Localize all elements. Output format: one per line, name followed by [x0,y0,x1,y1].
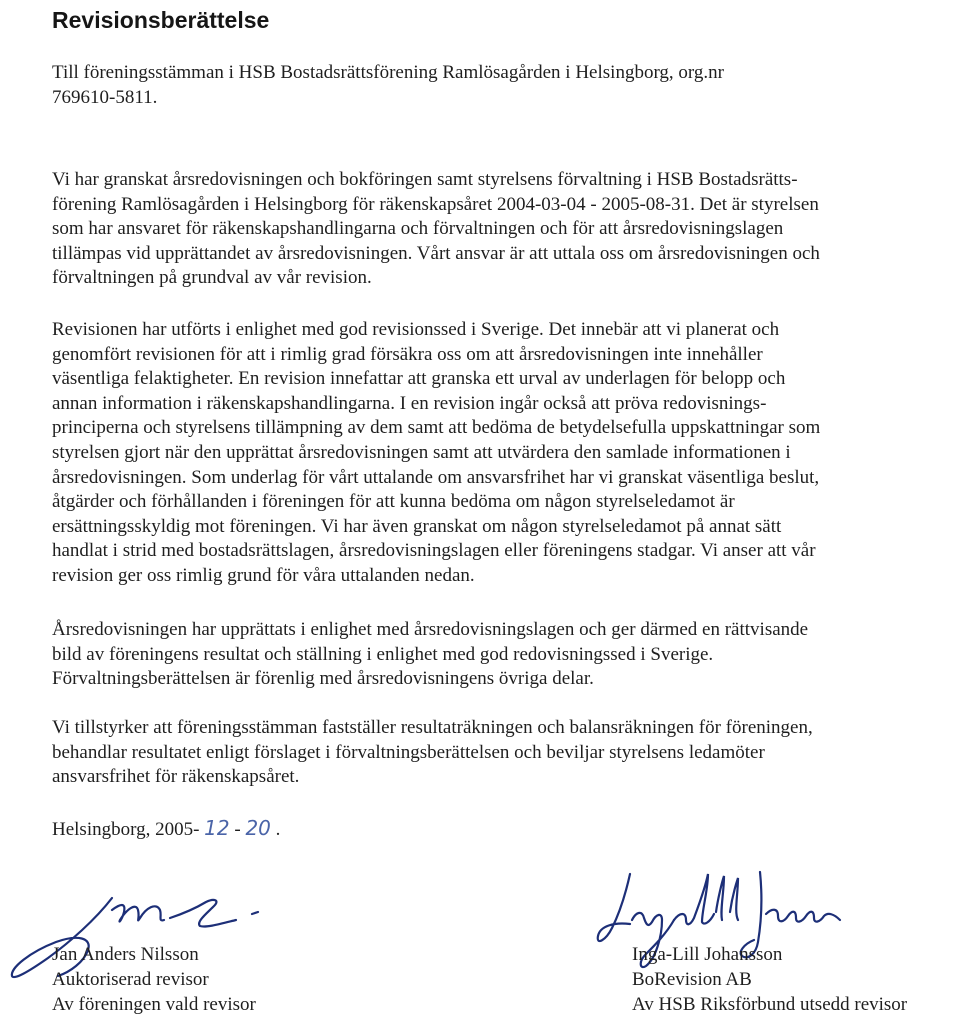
signature-left-stroke [112,905,164,922]
date-suffix: . [275,819,281,840]
text-line: Årsredovisningen har upprättats i enlighet med årsredovisningslagen och ger därmed en rättvisande [52,619,809,640]
signatory-name: Inga-Lill Johansson [632,944,783,965]
text-line: styrelsen gjort när den upprättat årsredovisningen samt att utvärdera den samlade informationen i [52,441,791,463]
opinion-paragraph [52,618,952,692]
signature-right-stroke [716,876,738,920]
text-line: Revisionen har utförts i enlighet med god revisionssed i Sverige. Det innebär att vi planerat och [52,319,780,340]
scope-paragraph [52,168,952,291]
signature-left-stroke [252,912,258,914]
signature-right-stroke [674,874,714,924]
text-line: väsentliga felaktigheter. En revision innefattar att granska ett urval av underlagen för belopp och [52,368,786,390]
document-title: Revisionsberättelse [52,7,270,33]
date-prefix: Helsingborg, 2005- [52,819,200,840]
text-line: Vi tillstyrker att föreningsstämman fastställer resultaträkningen och balansräkningen för föreningen, [52,717,813,738]
text-line: annan information i räkenskapshandlingarna. I en revision ingår också att pröva redovisnings- [52,392,767,414]
handwritten-month: 12 [204,816,230,840]
date-separator: - [234,819,246,840]
text-line: genomfört revisionen för att i rimlig grad försäkra oss om att årsredovisningen inte innehåller [52,343,763,365]
signatory-left [52,942,256,1017]
text-line: bild av föreningens resultat och ställning i enlighet med god redovisningssed i Sverige. [52,643,714,665]
text-line: Vi har granskat årsredovisningen och bokföringen samt styrelsens förvaltning i HSB Bostadsrätts- [52,169,798,190]
text-line: behandlar resultatet enligt förslaget i förvaltningsberättelsen och beviljar styrelsens ledamöter [52,741,765,763]
signature-right-stroke [766,910,840,922]
text-line: årsredovisningen. Som underlag för vårt uttalande om ansvarsfrihet har vi granskat väsentliga beslut, [52,466,820,488]
text-line: som har ansvaret för räkenskapshandlingarna och förvaltningen och för att årsredovisningslagen [52,218,784,240]
text-line: åtgärder och förhållanden i föreningen för att kunna bedöma om någon styrelseledamot är [52,491,735,513]
method-paragraph [52,318,952,589]
text-line: handlat i strid med bostadsrättslagen, årsredovisningslagen eller föreningens stadgar. Vi anser att vår [52,540,816,562]
text-line: ansvarsfrihet för räkenskapsåret. [52,766,300,788]
signatory-role: BoRevision AB [632,969,752,990]
text-line: principerna och styrelsens tillämpning av dem samt att bedöma de betydelsefulla uppskattningar som [52,417,821,439]
signatory-appointment: Av föreningen vald revisor [52,994,256,1015]
text-line: ersättningsskyldig mot föreningen. Vi har även granskat om någon styrelseledamot på annat sätt [52,515,782,537]
text-line: förvaltningen på grundval av vår revision. [52,267,372,289]
handwritten-day: 20 [245,816,271,840]
text-line: tillämpas vid upprättandet av årsredovisningen. Vårt ansvar är att uttala oss om årsredovisningen och [52,242,820,264]
signatory-appointment: Av HSB Riksförbund utsedd revisor [632,994,908,1015]
date-line [52,816,280,842]
text-line: 769610-5811. [52,86,158,108]
text-line: Till föreningsstämman i HSB Bostadsrättsförening Ramlösagården i Helsingborg, org.nr [52,62,724,83]
text-line: förening Ramlösagården i Helsingborg för räkenskapsåret 2004-03-04 - 2005-08-31. Det är styrelsen [52,193,819,215]
signatory-name: Jan Anders Nilsson [52,944,199,965]
text-line: Förvaltningsberättelsen är förenlig med årsredovisningens övriga delar. [52,668,594,690]
signature-right-stroke [598,874,630,941]
signatory-role: Auktoriserad revisor [52,969,209,990]
recommendation-paragraph [52,716,952,790]
signature-left-stroke [170,900,236,927]
addressee-paragraph [52,61,952,110]
text-line: revision ger oss rimlig grund för våra uttalanden nedan. [52,564,475,586]
signatory-right [632,942,907,1017]
